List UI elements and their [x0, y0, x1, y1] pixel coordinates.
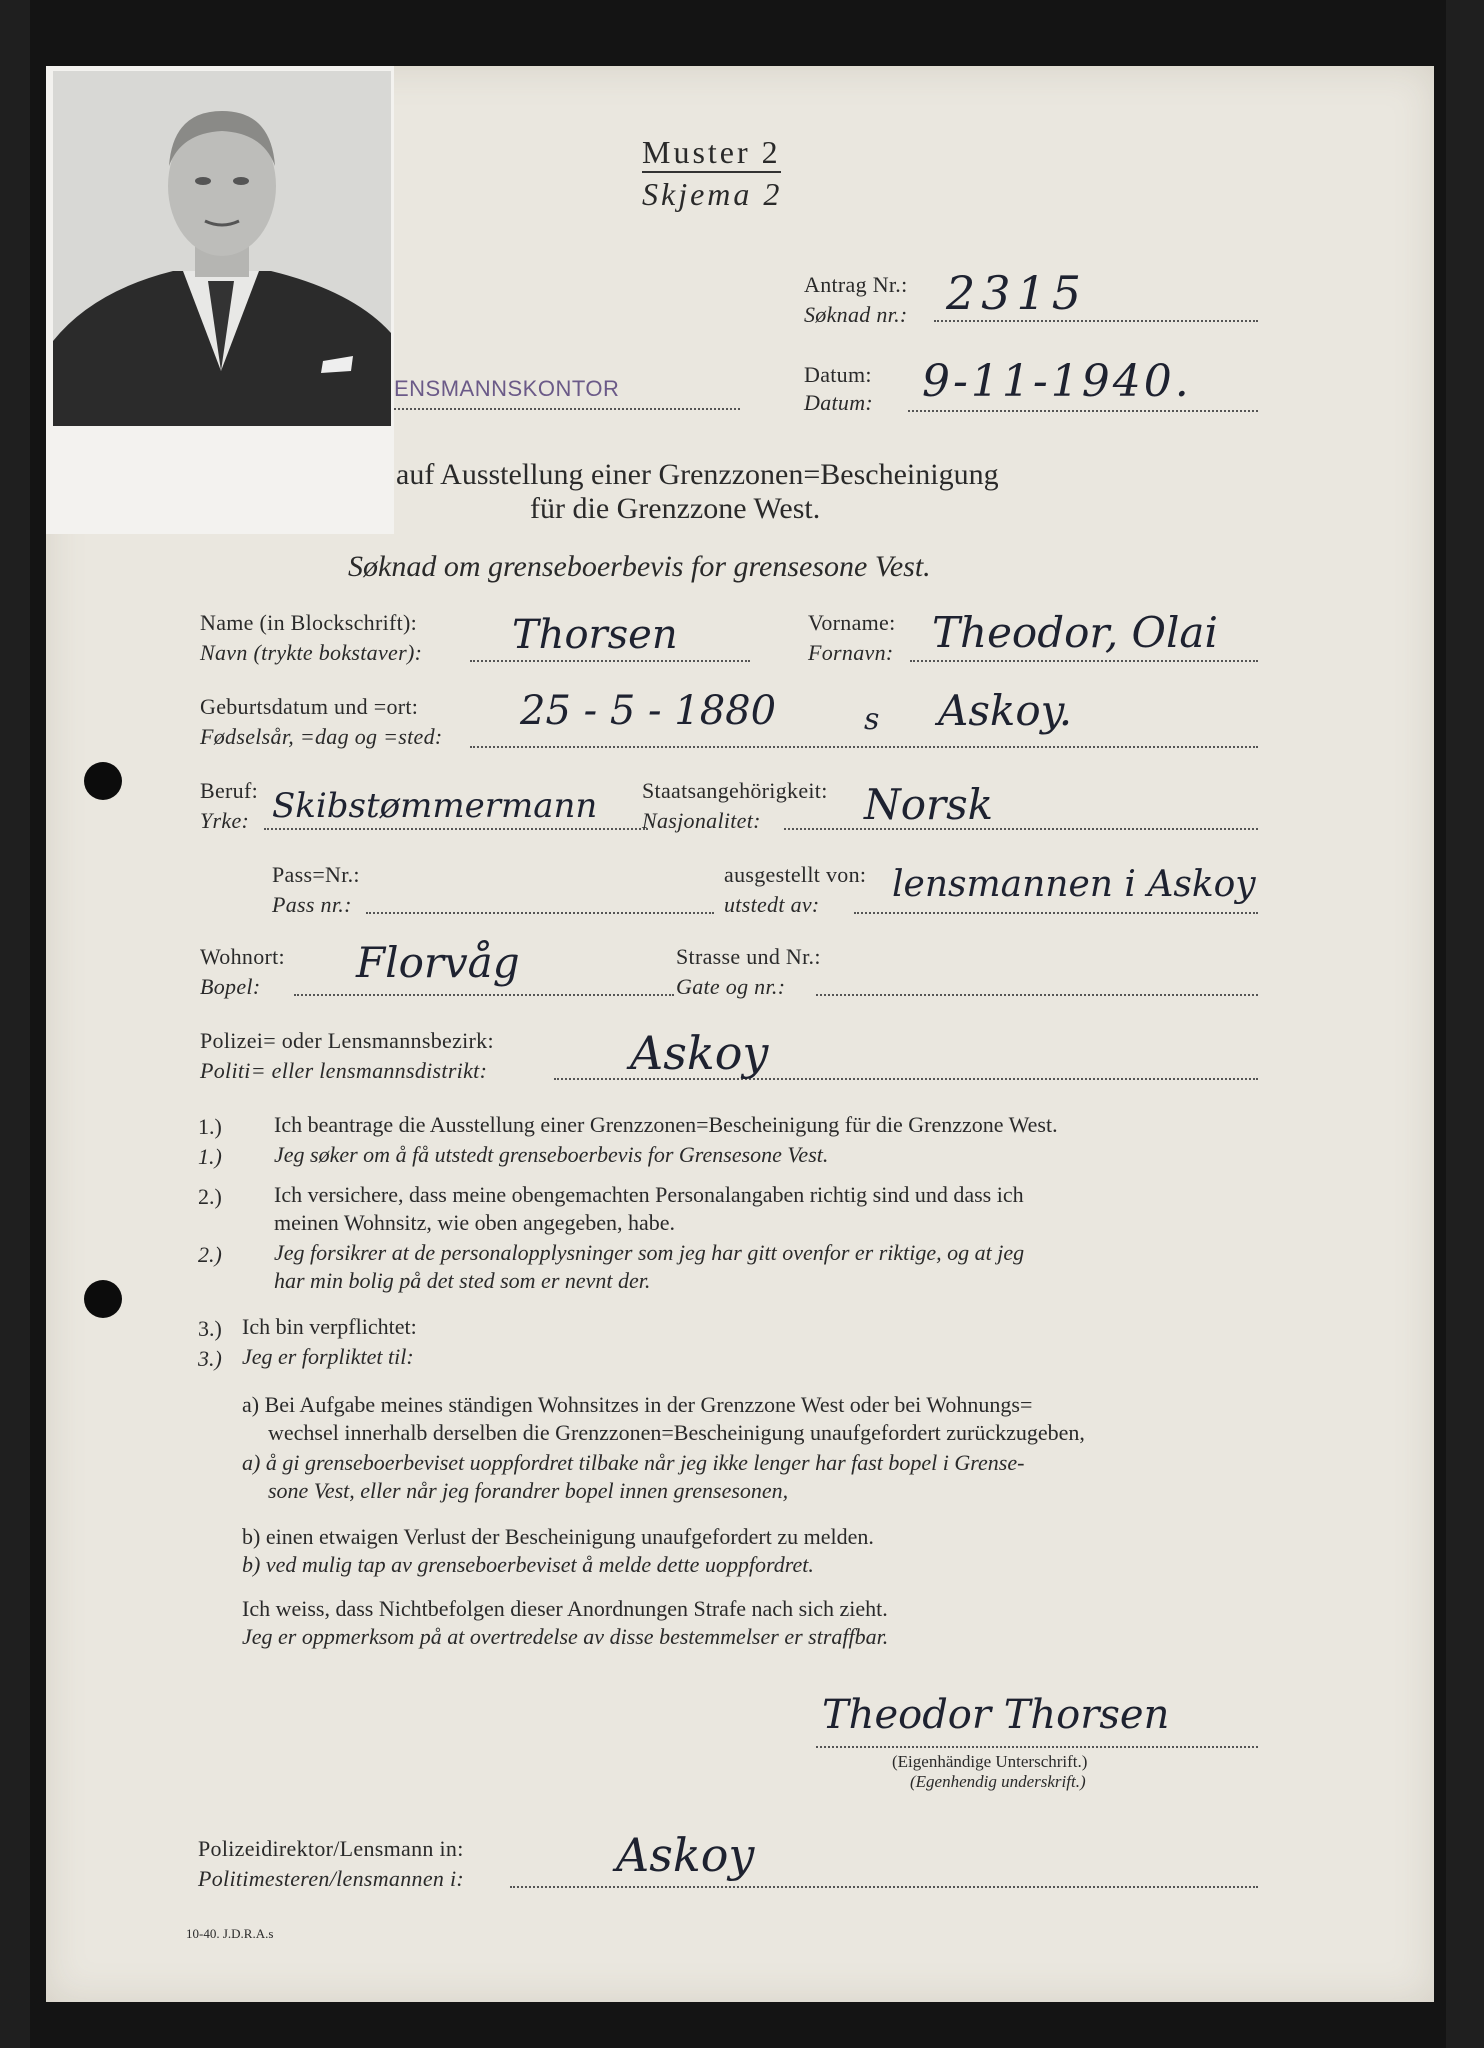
residence-label-de: Wohnort: [200, 944, 285, 969]
date-label-de: Datum: [804, 362, 872, 387]
item2-number-de: 2.) [198, 1184, 222, 1209]
item2-text-no-line2: har min bolig på det sted som er nevnt der. [274, 1268, 651, 1293]
police-chief-label-de: Polizeidirektor/Lensmann in: [198, 1836, 464, 1861]
firstname-label-no: Fornavn: [808, 640, 894, 665]
title-de-line1: auf Ausstellung einer Grenzzonen=Bescheinigung [396, 458, 999, 491]
application-number-value: 2315 [946, 266, 1088, 320]
surname-label-no: Navn (trykte bokstaver): [200, 640, 423, 665]
nationality-line [784, 828, 1258, 830]
applicant-photo [46, 66, 394, 534]
item3a-text-de-line1: a) Bei Aufgabe meines ständigen Wohnsitzes in der Grenzzone West oder bei Wohnungs= [242, 1392, 1033, 1417]
occupation-value: Skibstømmermann [272, 786, 598, 826]
form-sheet [46, 66, 1434, 2002]
issued-by-line [854, 912, 1258, 914]
passport-label-de: Pass=Nr.: [272, 862, 360, 887]
occupation-line [264, 828, 648, 830]
item3b-text-no: b) ved mulig tap av grenseboerbeviset å melde dette uoppfordret. [242, 1552, 814, 1577]
form-number-no: Skjema 2 [642, 176, 783, 212]
scanner-bar-right [1446, 0, 1484, 2048]
surname-line [470, 660, 750, 662]
date-value: 9-11-1940. [922, 356, 1192, 407]
district-label-de: Polizei= oder Lensmannsbezirk: [200, 1028, 494, 1053]
date-line [908, 410, 1258, 412]
birth-place-value: Askoy. [938, 686, 1073, 735]
firstname-value: Theodor, Olai [932, 608, 1218, 657]
surname-value: Thorsen [512, 612, 678, 658]
residence-line [294, 994, 674, 996]
punch-hole-bottom [84, 1280, 122, 1318]
issued-by-value: lensmannen i Askoy [892, 864, 1256, 905]
district-label-no: Politi= eller lensmannsdistrikt: [200, 1058, 488, 1083]
occupation-label-no: Yrke: [200, 808, 250, 833]
applicant-signature: Theodor Thorsen [822, 1692, 1170, 1738]
firstname-line [910, 660, 1258, 662]
passport-label-no: Pass nr.: [272, 892, 352, 917]
issued-by-label-no: utstedt av: [724, 892, 820, 917]
item3b-text-de: b) einen etwaigen Verlust der Bescheinigung unaufgefordert zu melden. [242, 1524, 874, 1549]
item3-text-no: Jeg er forpliktet til: [242, 1344, 414, 1369]
birth-line [470, 746, 1258, 748]
item2-text-de-line2: meinen Wohnsitz, wie oben angegeben, habe. [274, 1210, 676, 1235]
item3-text-de: Ich bin verpflichtet: [242, 1314, 417, 1339]
date-label-no: Datum: [804, 390, 874, 415]
issued-by-label-de: ausgestellt von: [724, 862, 867, 887]
item2-number-no: 2.) [198, 1242, 222, 1267]
item3a-text-no-line2: sone Vest, eller når jeg forandrer bopel innen grensesonen, [268, 1478, 789, 1503]
office-line [394, 408, 740, 410]
title-no: Søknad om grenseboerbevis for grensesone Vest. [348, 550, 931, 583]
penalty-text-de: Ich weiss, dass Nichtbefolgen dieser Anordnungen Strafe nach sich zieht. [242, 1596, 888, 1621]
item1-number-de: 1.) [198, 1114, 222, 1139]
form-number-de: Muster 2 [642, 134, 781, 173]
portrait-image [53, 71, 391, 426]
residence-label-no: Bopel: [200, 974, 261, 999]
portrait-drawing [53, 71, 391, 426]
birth-label-no: Fødselsår, =dag og =sted: [200, 724, 443, 749]
police-chief-value: Askoy [616, 1828, 755, 1882]
birth-date-value: 25 - 5 - 1880 [520, 688, 777, 734]
signature-line [816, 1746, 1258, 1748]
application-number-line [934, 320, 1258, 322]
nationality-value: Norsk [864, 780, 994, 829]
police-chief-label-no: Politimesteren/lensmannen i: [198, 1866, 465, 1891]
print-code: 10-40. J.D.R.A.s [186, 1926, 274, 1941]
scanner-bar-left [0, 0, 30, 2048]
occupation-label-de: Beruf: [200, 778, 259, 803]
item2-text-no-line1: Jeg forsikrer at de personalopplysninger som jeg har gitt ovenfor er riktige, og at jeg [274, 1240, 1025, 1265]
passport-line [366, 912, 714, 914]
item3-number-no: 3.) [198, 1346, 222, 1371]
nationality-label-de: Staatsangehörigkeit: [642, 778, 828, 803]
penalty-text-no: Jeg er oppmerksom på at overtredelse av disse bestemmelser er straffbar. [242, 1624, 889, 1649]
surname-label-de: Name (in Blockschrift): [200, 610, 418, 635]
street-line [816, 994, 1258, 996]
signature-label-no: (Egenhendig underskrift.) [910, 1772, 1086, 1791]
item1-text-de: Ich beantrage die Ausstellung einer Grenzzonen=Bescheinigung für die Grenzzone West. [274, 1112, 1058, 1137]
street-label-no: Gate og nr.: [676, 974, 786, 999]
office-stamp: ENSMANNSKONTOR [394, 376, 620, 401]
item3a-text-de-line2: wechsel innerhalb derselben die Grenzzonen=Bescheinigung unaufgefordert zurückzugeben, [268, 1420, 1085, 1445]
application-number-label-de: Antrag Nr.: [804, 272, 908, 297]
police-chief-line [510, 1886, 1258, 1888]
item1-text-no: Jeg søker om å få utstedt grenseboerbevis for Grensesone Vest. [274, 1142, 829, 1167]
birth-separator: s [864, 702, 880, 737]
nationality-label-no: Nasjonalitet: [642, 808, 761, 833]
firstname-label-de: Vorname: [808, 610, 896, 635]
item2-text-de-line1: Ich versichere, dass meine obengemachten Personalangaben richtig sind und dass ich [274, 1182, 1024, 1207]
item1-number-no: 1.) [198, 1144, 222, 1169]
street-label-de: Strasse und Nr.: [676, 944, 821, 969]
application-number-label-no: Søknad nr.: [804, 302, 908, 327]
birth-label-de: Geburtsdatum und =ort: [200, 694, 419, 719]
district-value: Askoy [630, 1026, 769, 1080]
punch-hole-top [84, 762, 122, 800]
item3-number-de: 3.) [198, 1316, 222, 1341]
item3a-text-no-line1: a) å gi grenseboerbeviset uoppfordret tilbake når jeg ikke lenger har fast bopel i Grense- [242, 1450, 1025, 1475]
title-de-line2: für die Grenzzone West. [530, 492, 821, 525]
signature-label-de: (Eigenhändige Unterschrift.) [892, 1752, 1088, 1771]
residence-value: Florvåg [356, 938, 520, 987]
